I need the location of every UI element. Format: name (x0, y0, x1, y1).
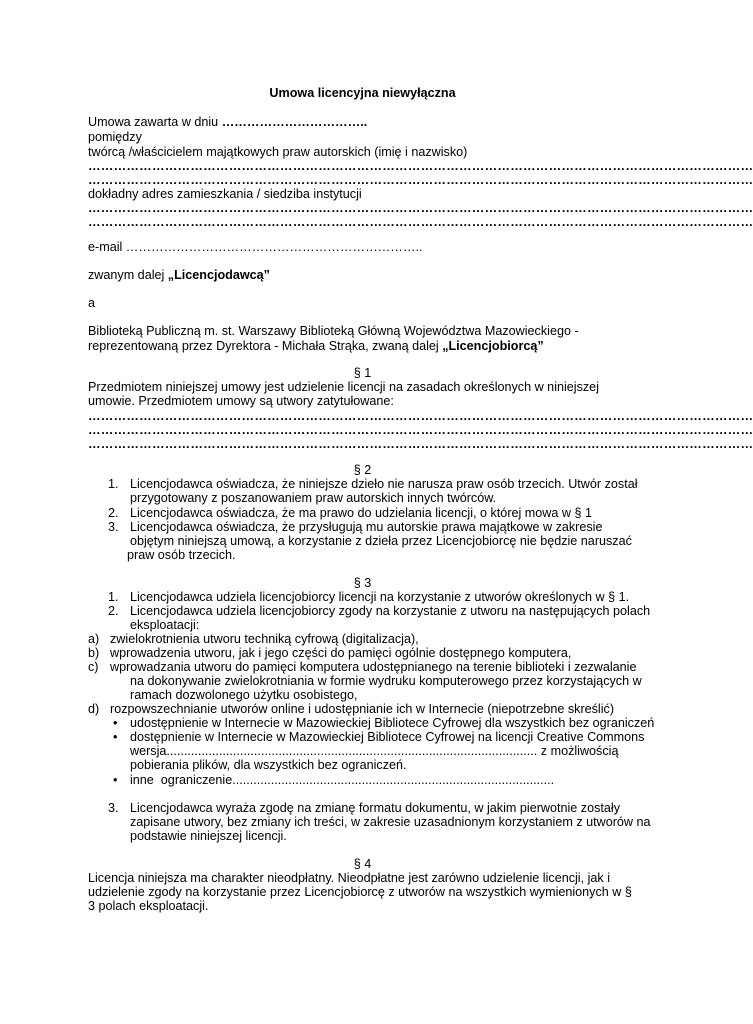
list-number: 1. (108, 477, 119, 491)
works-title-blank-3: ………………………………………………………………………………………………………………………………………… (88, 437, 753, 451)
works-title-blank-2: ………………………………………………………………………………………………………………………………………… (88, 423, 753, 437)
bullet-icon: • (113, 730, 118, 744)
contract-date-blank: …………………………….. (221, 115, 368, 129)
between-text: pomiędzy (88, 130, 142, 144)
section-3-mark: § 3 (353, 576, 372, 590)
licensor-line (88, 268, 270, 283)
section-3-item-2-line-1: Licencjodawca udziela licencjobiorcy zgody na korzystanie z utworu na następujących polach (130, 604, 651, 618)
list-number: 2. (108, 604, 119, 618)
address-blank-1: ………………………………………………………………………………………………………………………………………… (88, 201, 753, 215)
document-title: Umowa licencyjna niewyłączna (269, 86, 456, 100)
conjunction-a: a (88, 296, 96, 310)
section-3-item-3-line-1: Licencjodawca wyraża zgodę na zmianę formatu dokumentu, w jakim pierwotnie zostały (130, 801, 620, 815)
licensee-term: „Licencjobiorcą” (442, 339, 544, 353)
works-title-blank-1: ………………………………………………………………………………………………………………………………………… (88, 409, 753, 423)
contract-date-line (88, 115, 367, 130)
option-other-restriction: inne ograniczenie............................................................................................ (130, 773, 555, 787)
section-1-mark: § 1 (353, 366, 372, 380)
bullet-icon: • (113, 716, 118, 730)
list-letter: c) (88, 660, 99, 674)
field-b: wprowadzenia utworu, jak i jego części do pamięci ogólnie dostępnego komputera, (110, 646, 572, 660)
library-line-1: Biblioteką Publiczną m. st. Warszawy Biblioteką Główną Województwa Mazowieckiego - (88, 324, 579, 338)
section-3-item-2-line-2: eksploatacji: (130, 618, 200, 632)
field-d: rozpowszechnianie utworów online i udostępnianie ich w Internecie (niepotrzebne skreślić) (110, 702, 615, 716)
section-4-line-1: Licencja niniejsza ma charakter nieodpłatny. Nieodpłatne jest zarówno udzielenie licencji, jak i (88, 871, 610, 885)
option-mbc-unrestricted: udostępnienie w Internecie w Mazowieckiej Bibliotece Cyfrowej dla wszystkich bez ograniczeń (130, 716, 655, 730)
option-creative-commons-line-1: dostępnienie w Internecie w Mazowieckiej Bibliotece Cyfrowej na licencji Creative Commons (130, 730, 645, 744)
section-2-item-2: Licencjodawca oświadcza, że ma prawo do udzielania licencji, o której mowa w § 1 (130, 506, 593, 520)
option-creative-commons-line-2: wersja.......................................................................................................... z możliwością (130, 744, 619, 758)
list-number: 1. (108, 590, 119, 604)
field-c-line-1: wprowadzania utworu do pamięci komputera udostępnianego na terenie biblioteki i zezwalanie (110, 660, 637, 674)
field-c-line-3: ramach dozwolonego użytku osobistego, (130, 688, 358, 702)
field-c-line-2: na dokonywanie zwielokrotniania w formie wydruku komputerowego przez korzystających w (130, 674, 642, 688)
section-1-line-2: umowie. Przedmiotem umowy są utwory zatytułowane: (88, 394, 394, 408)
list-number: 2. (108, 506, 119, 520)
licensor-prefix: zwanym dalej (88, 268, 168, 282)
library-representative: reprezentowaną przez Dyrektora - Michała Strąka, zwaną dalej (88, 339, 443, 353)
author-name-blank-2: ………………………………………………………………………………………………………………………………………… (88, 173, 753, 187)
section-4-line-2: udzielenie zgody na korzystanie przez Licencjobiorcę z utworów na wszystkich wymienionych w § (88, 885, 632, 899)
section-1-line-1: Przedmiotem niniejszej umowy jest udzielenie licencji na zasadach określonych w niniejszej (88, 380, 599, 394)
address-blank-2: ………………………………………………………………………………………………………………………………………… (88, 215, 753, 229)
author-label: twórcą /właścicielem majątkowych praw autorskich (imię i nazwisko) (88, 145, 468, 159)
bullet-icon: • (113, 773, 118, 787)
licensor-term: „Licencjodawcą” (167, 268, 270, 282)
section-2-mark: § 2 (353, 463, 372, 477)
section-3-item-3-line-2: zapisane utwory, bez zmiany ich treści, w zakresie uzasadnionym korzystaniem z utworów na (130, 815, 651, 829)
section-4-line-3: 3 polach eksploatacji. (88, 899, 209, 913)
address-label: dokładny adres zamieszkania / siedziba instytucji (88, 187, 362, 201)
field-a: zwielokrotnienia utworu techniką cyfrową (digitalizacja), (110, 632, 419, 646)
section-3-item-1: Licencjodawca udziela licencjobiorcy licencji na korzystanie z utworów określonych w § 1. (130, 590, 630, 604)
section-2-item-1-line-2: przygotowany z poszanowaniem praw autorskich innych twórców. (130, 491, 497, 505)
section-3-item-3-line-3: podstawie niniejszej licencji. (130, 829, 287, 843)
list-number: 3. (108, 801, 119, 815)
section-2-item-3-line-2: objętym niniejszą umową, a korzystanie z dzieła przez Licencjobiorcę nie będzie naruszać (130, 534, 632, 548)
option-creative-commons-line-3: pobierania plików, dla wszystkich bez ograniczeń. (130, 758, 407, 772)
list-letter: d) (88, 702, 100, 716)
section-2-item-1-line-1: Licencjodawca oświadcza, że niniejsze dzieło nie narusza praw osób trzecich. Utwór został (130, 477, 638, 491)
section-4-mark: § 4 (353, 857, 372, 871)
section-2-item-3-line-1: Licencjodawca oświadcza, że przysługują mu autorskie prawa majątkowe w zakresie (130, 520, 603, 534)
list-letter: b) (88, 646, 100, 660)
email-line: e-mail …………………………………………………………….. (88, 240, 423, 254)
contract-date-label: Umowa zawarta w dniu (88, 115, 222, 129)
library-line-2 (88, 339, 544, 354)
list-number: 3. (108, 520, 119, 534)
section-2-item-3-line-3: praw osób trzecich. (127, 548, 236, 562)
author-name-blank-1: ………………………………………………………………………………………………………………………………………… (88, 159, 753, 173)
list-letter: a) (88, 632, 100, 646)
